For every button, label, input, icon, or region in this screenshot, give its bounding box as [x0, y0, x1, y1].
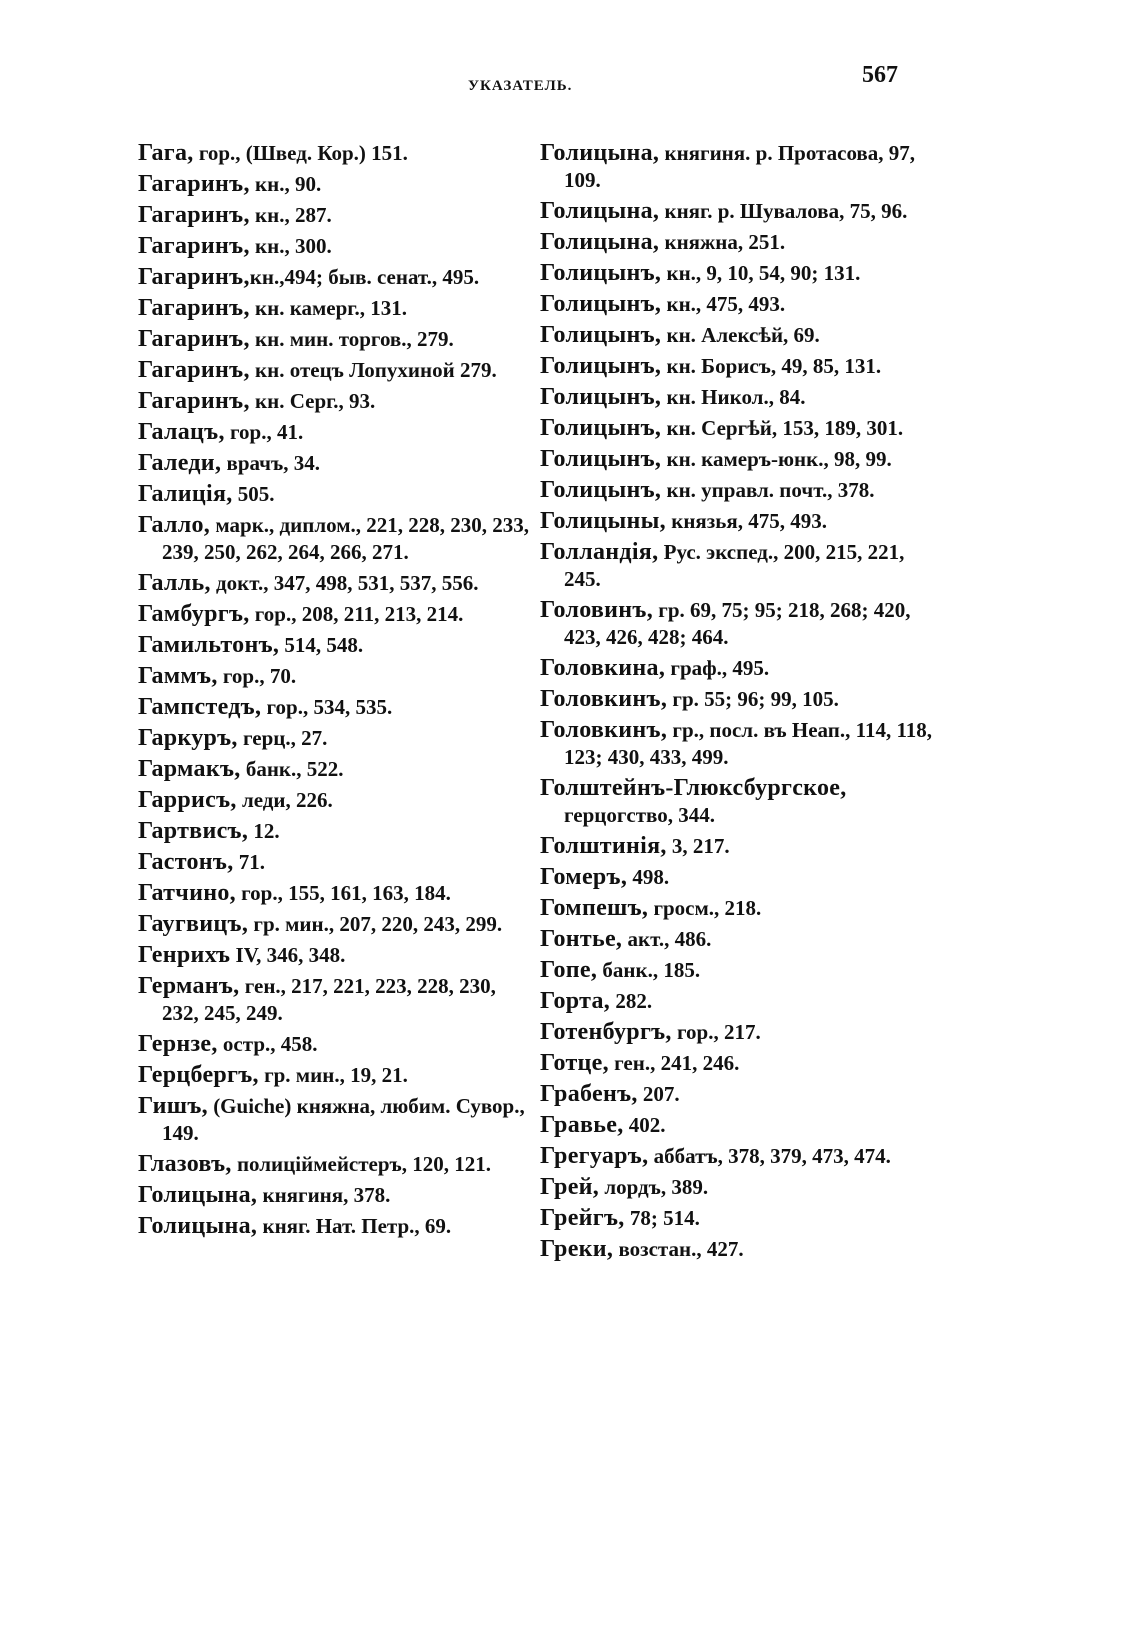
index-entry	[540, 655, 936, 682]
entry-reference: кн. камеръ-юнк., 98, 99.	[661, 447, 892, 471]
entry-reference: гр. 55; 96; 99, 105.	[667, 687, 839, 711]
entry-headword: Голицына,	[540, 229, 660, 255]
index-entry	[138, 911, 530, 938]
entry-reference: гр. мин., 207, 220, 243, 299.	[248, 912, 503, 936]
entry-headword: Голицынъ,	[540, 384, 662, 410]
index-entry	[138, 1093, 530, 1147]
entry-reference: 514, 548.	[279, 633, 364, 657]
entry-headword: Гравье,	[540, 1112, 624, 1138]
entry-reference: аббатъ, 378, 379, 473, 474.	[648, 1144, 891, 1168]
entry-headword: Гагаринъ,	[138, 357, 250, 383]
index-entry	[138, 419, 530, 446]
entry-reference: (Guiche) княжна, любим. Сувор., 149.	[162, 1094, 525, 1145]
entry-reference: гор., 534, 535.	[261, 695, 393, 719]
index-entry	[540, 833, 936, 860]
index-entry	[138, 1031, 530, 1058]
index-entry	[540, 198, 936, 225]
entry-headword: Головинъ,	[540, 597, 654, 623]
entry-reference: кн., 9, 10, 54, 90; 131.	[661, 261, 861, 285]
entry-reference: кн. Никол., 84.	[661, 385, 806, 409]
index-entry	[540, 140, 936, 194]
index-entry	[138, 787, 530, 814]
entry-headword: Гага,	[138, 140, 194, 166]
entry-reference: полиціймейстеръ, 120, 121.	[231, 1152, 492, 1176]
entry-reference: 498.	[627, 865, 670, 889]
index-entry	[138, 1151, 530, 1178]
entry-reference: 402.	[623, 1113, 666, 1137]
index-entry	[138, 171, 530, 198]
entry-headword: Гатчино,	[138, 880, 236, 906]
entry-reference: леди, 226.	[236, 788, 333, 812]
entry-reference: герц., 27.	[237, 726, 328, 750]
entry-reference: банк., 185.	[597, 958, 701, 982]
entry-reference: гр. 69, 75; 95; 218, 268; 420, 423, 426, 428; 464.	[564, 598, 911, 649]
entry-reference: княгиня, 378.	[257, 1183, 391, 1207]
entry-reference: 505.	[232, 482, 275, 506]
entry-reference: возстан., 427.	[613, 1237, 744, 1261]
index-entry	[138, 725, 530, 752]
entry-reference: докт., 347, 498, 531, 537, 556.	[210, 571, 479, 595]
entry-reference: кн. Сергѣй, 153, 189, 301.	[661, 416, 904, 440]
index-entry	[540, 717, 936, 771]
index-entry	[540, 895, 936, 922]
entry-headword: Гаркуръ,	[138, 725, 238, 751]
entry-headword: Гаммъ,	[138, 663, 218, 689]
index-entry	[540, 686, 936, 713]
entry-reference: IV, 346, 348.	[230, 943, 346, 967]
index-entry	[540, 229, 936, 256]
entry-reference: гр. мин., 19, 21.	[258, 1063, 408, 1087]
entry-reference: гор., 217.	[671, 1020, 761, 1044]
entry-reference: 3, 217.	[666, 834, 730, 858]
entry-headword: Гопе,	[540, 957, 598, 983]
entry-headword: Гампстедъ,	[138, 694, 262, 720]
index-entry	[540, 1143, 936, 1170]
entry-headword: Галеди,	[138, 450, 222, 476]
index-entry	[540, 775, 936, 829]
entry-reference: кн.,494; быв. сенат., 495.	[249, 265, 480, 289]
entry-headword: Грей,	[540, 1174, 600, 1200]
entry-reference: ген., 241, 246.	[608, 1051, 740, 1075]
entry-reference: банк., 522.	[240, 757, 344, 781]
entry-reference: 71.	[233, 850, 266, 874]
index-entry	[540, 926, 936, 953]
entry-headword: Голицынъ,	[540, 291, 662, 317]
entry-headword: Грейгъ,	[540, 1205, 625, 1231]
entry-reference: кн. камерг., 131.	[249, 296, 407, 320]
entry-headword: Горта,	[540, 988, 611, 1014]
index-entry	[138, 973, 530, 1027]
index-entry	[540, 384, 936, 411]
index-entry	[540, 446, 936, 473]
entry-headword: Германъ,	[138, 973, 240, 999]
index-entry	[138, 818, 530, 845]
index-entry	[540, 322, 936, 349]
entry-reference: 207.	[637, 1082, 680, 1106]
entry-headword: Герцбергъ,	[138, 1062, 259, 1088]
index-entry	[540, 539, 936, 593]
entry-reference: лордъ, 389.	[599, 1175, 709, 1199]
index-entry	[138, 295, 530, 322]
index-column-left	[138, 140, 530, 1244]
index-entry	[540, 508, 936, 535]
index-entry	[138, 357, 530, 384]
entry-headword: Галацъ,	[138, 419, 225, 445]
entry-headword: Головкинъ,	[540, 717, 668, 743]
entry-headword: Головкина,	[540, 655, 666, 681]
entry-reference: 78; 514.	[624, 1206, 700, 1230]
index-entry	[540, 1081, 936, 1108]
entry-headword: Гагаринъ,	[138, 326, 250, 352]
index-entry	[540, 957, 936, 984]
index-entry	[540, 1019, 936, 1046]
entry-reference: гор., (Швед. Кор.) 151.	[193, 141, 408, 165]
entry-reference: кн. отецъ Лопухиной 279.	[249, 358, 497, 382]
index-entry	[138, 880, 530, 907]
entry-headword: Гомпешъ,	[540, 895, 649, 921]
entry-reference: гор., 70.	[217, 664, 297, 688]
entry-headword: Голицынъ,	[540, 477, 662, 503]
entry-headword: Гагаринъ,	[138, 202, 250, 228]
entry-headword: Гармакъ,	[138, 756, 241, 782]
entry-reference: княжна, 251.	[659, 230, 786, 254]
entry-headword: Голицынъ,	[540, 415, 662, 441]
entry-reference: князья, 475, 493.	[665, 509, 827, 533]
entry-headword: Готце,	[540, 1050, 609, 1076]
entry-headword: Голицынъ,	[540, 353, 662, 379]
index-entry	[138, 481, 530, 508]
entry-headword: Глазовъ,	[138, 1151, 232, 1177]
entry-reference: врачъ, 34.	[221, 451, 321, 475]
index-entry	[138, 1213, 530, 1240]
entry-headword: Голицынъ,	[540, 446, 662, 472]
entry-headword: Генрихъ	[138, 942, 231, 968]
entry-headword: Готенбургъ,	[540, 1019, 672, 1045]
index-entry	[138, 202, 530, 229]
index-entry	[138, 388, 530, 415]
index-entry	[540, 988, 936, 1015]
entry-headword: Голландія,	[540, 539, 659, 565]
index-entry	[138, 756, 530, 783]
entry-reference: марк., диплом., 221, 228, 230, 233, 239, 250, 262, 264, 266, 271.	[162, 513, 530, 564]
index-entry	[138, 601, 530, 628]
entry-reference: кн. управл. почт., 378.	[661, 478, 875, 502]
entry-headword: Гагаринъ,	[138, 264, 250, 290]
entry-reference: гор., 208, 211, 213, 214.	[249, 602, 464, 626]
index-entry	[540, 291, 936, 318]
entry-headword: Гагаринъ,	[138, 171, 250, 197]
entry-reference: кн. мин. торгов., 279.	[249, 327, 454, 351]
index-entry	[138, 849, 530, 876]
index-entry	[540, 864, 936, 891]
index-entry	[540, 1205, 936, 1232]
entry-headword: Гомеръ,	[540, 864, 628, 890]
index-entry	[138, 632, 530, 659]
entry-headword: Гастонъ,	[138, 849, 234, 875]
entry-headword: Грабенъ,	[540, 1081, 638, 1107]
entry-headword: Гагаринъ,	[138, 388, 250, 414]
page-number: 567	[862, 62, 898, 88]
entry-reference: гор., 41.	[224, 420, 304, 444]
entry-headword: Голицынъ,	[540, 322, 662, 348]
index-entry	[138, 140, 530, 167]
index-entry	[540, 415, 936, 442]
entry-reference: кн., 90.	[249, 172, 322, 196]
entry-headword: Гаугвицъ,	[138, 911, 249, 937]
entry-reference: гор., 155, 161, 163, 184.	[235, 881, 451, 905]
entry-headword: Голштейнъ-Глюксбургское,	[540, 775, 847, 801]
entry-reference: княг. Нат. Петр., 69.	[257, 1214, 452, 1238]
entry-headword: Гаррисъ,	[138, 787, 237, 813]
index-entry	[138, 233, 530, 260]
index-entry	[138, 512, 530, 566]
entry-headword: Гагаринъ,	[138, 295, 250, 321]
entry-headword: Гамильтонъ,	[138, 632, 280, 658]
entry-reference: кн. Серг., 93.	[249, 389, 376, 413]
entry-headword: Голицына,	[138, 1182, 258, 1208]
entry-reference: кн., 287.	[249, 203, 332, 227]
entry-reference: Рус. экспед., 200, 215, 221, 245.	[564, 540, 905, 591]
entry-reference: кн. Борисъ, 49, 85, 131.	[661, 354, 882, 378]
index-entry	[138, 942, 530, 969]
entry-reference: кн. Алексѣй, 69.	[661, 323, 820, 347]
entry-headword: Греки,	[540, 1236, 614, 1262]
entry-headword: Галло,	[138, 512, 211, 538]
entry-headword: Голицынъ,	[540, 260, 662, 286]
index-column-right	[540, 140, 936, 1267]
index-entry	[540, 260, 936, 287]
entry-reference: граф., 495.	[665, 656, 770, 680]
entry-headword: Гишъ,	[138, 1093, 208, 1119]
entry-headword: Голицыны,	[540, 508, 666, 534]
entry-headword: Гартвисъ,	[138, 818, 249, 844]
entry-reference: княгиня. р. Протасова, 97, 109.	[564, 141, 916, 192]
index-entry	[138, 1182, 530, 1209]
index-entry	[138, 450, 530, 477]
index-entry	[138, 1062, 530, 1089]
entry-reference: ген., 217, 221, 223, 228, 230, 232, 245, 249.	[162, 974, 496, 1025]
entry-reference: гросм., 218.	[648, 896, 762, 920]
entry-headword: Гонтье,	[540, 926, 623, 952]
index-entry	[540, 477, 936, 504]
entry-headword: Гернзе,	[138, 1031, 218, 1057]
entry-headword: Головкинъ,	[540, 686, 668, 712]
entry-reference: кн., 300.	[249, 234, 332, 258]
entry-headword: Гамбургъ,	[138, 601, 250, 627]
entry-headword: Голицына,	[138, 1213, 258, 1239]
index-entry	[540, 1112, 936, 1139]
index-entry	[540, 1236, 936, 1263]
entry-headword: Галиція,	[138, 481, 233, 507]
entry-headword: Галль,	[138, 570, 211, 596]
entry-headword: Грегуаръ,	[540, 1143, 649, 1169]
index-entry	[138, 694, 530, 721]
index-entry	[138, 326, 530, 353]
entry-reference: акт., 486.	[622, 927, 712, 951]
index-entry	[540, 1174, 936, 1201]
entry-reference: остр., 458.	[217, 1032, 318, 1056]
index-entry	[138, 663, 530, 690]
entry-reference: кн., 475, 493.	[661, 292, 786, 316]
index-entry	[540, 597, 936, 651]
index-entry	[138, 570, 530, 597]
entry-reference: княг. р. Шувалова, 75, 96.	[659, 199, 908, 223]
entry-headword: Гагаринъ,	[138, 233, 250, 259]
entry-headword: Голицына,	[540, 140, 660, 166]
entry-headword: Голицына,	[540, 198, 660, 224]
entry-reference: 12.	[248, 819, 280, 843]
index-entry	[540, 353, 936, 380]
index-entry	[540, 1050, 936, 1077]
entry-headword: Голштинія,	[540, 833, 667, 859]
entry-reference: 282.	[610, 989, 653, 1013]
entry-reference: гр., посл. въ Неап., 114, 118, 123; 430, 433, 499.	[564, 718, 933, 769]
entry-reference: герцогство, 344.	[564, 803, 715, 827]
running-head: УКАЗАТЕЛЬ.	[468, 78, 573, 94]
index-entry	[138, 264, 530, 291]
